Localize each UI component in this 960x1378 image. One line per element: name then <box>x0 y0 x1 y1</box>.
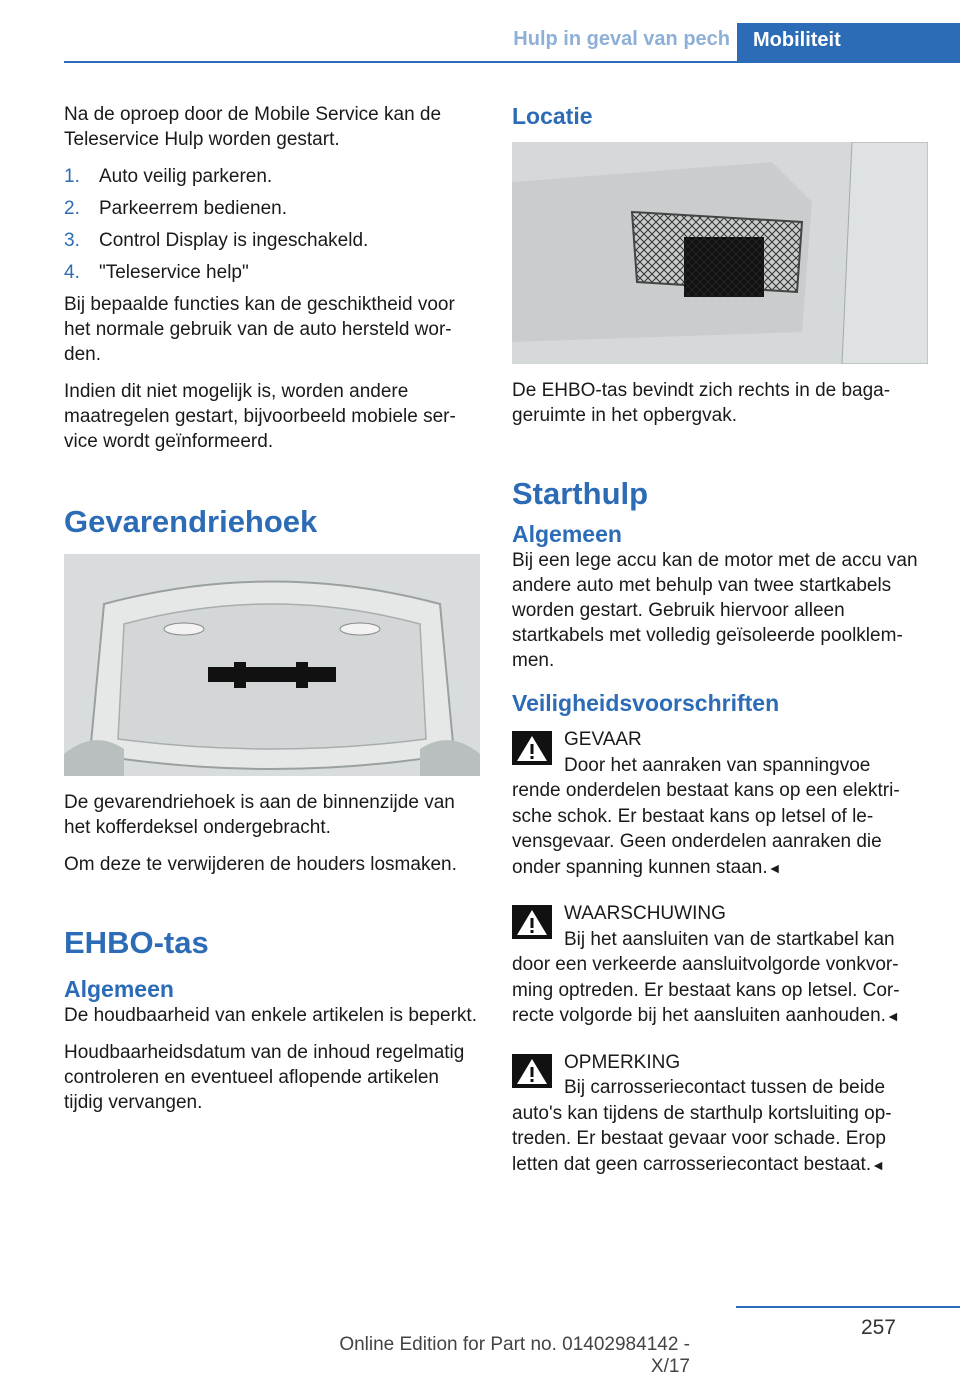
paragraph: Indien dit niet mogelijk is, worden andere maatregelen gestart, bijvoorbeeld mobiele service wordt geïnformeerd. <box>64 381 456 452</box>
heading-first-aid: EHBO-tas <box>64 925 209 960</box>
heading-location: Locatie <box>512 103 593 129</box>
subheading-general: Algemeen <box>512 521 622 547</box>
header-chapter-tab: Mobiliteit <box>737 23 960 63</box>
list-item: 3. Control Display is ingeschakeld. <box>64 230 369 251</box>
end-marker: ◄ <box>767 859 782 876</box>
triangle-text-1: De gevarendriehoek is aan de binnenzijde van het kofferdeksel ondergebracht. <box>64 792 455 838</box>
list-item: 1. Auto veilig parkeren. <box>64 166 273 187</box>
warning-block-notice: OPMERKING Bij carrosseriecontact tussen de beide auto's kan tijdens de starthulp kortsluiting optreden. Er bestaat gevaar voor schade. Erop letten dat geen carrosseriecontact bestaat.◄ <box>512 1050 928 1179</box>
paragraph: Bij bepaalde functies kan de geschiktheid voor het normale gebruik van de auto hersteld worden. <box>64 294 455 365</box>
warning-label: GEVAAR <box>564 729 642 750</box>
subheading-safety: Veiligheidsvoorschriften <box>512 690 780 716</box>
footer-edition: Online Edition for Part no. 01402984142 - X/17 <box>339 1334 690 1377</box>
location-text: De EHBO-tas bevindt zich rechts in de bagageruimte in het opbergvak. <box>512 380 891 426</box>
left-column <box>64 102 480 1127</box>
end-marker: ◄ <box>871 1156 885 1173</box>
warning-triangle-icon <box>512 1054 552 1088</box>
right-column <box>512 102 928 1190</box>
warning-block-caution: WAARSCHUWING Bij het aansluiten van de startkabel kan door een verkeerde aansluitvolgorde vonkvorming optreden. Er bestaat kans op letsel. Correcte volgorde bij het aansluiten aanhouden.◄ <box>512 901 928 1030</box>
warning-label: OPMERKING <box>564 1051 681 1073</box>
footer-rule <box>736 1306 960 1308</box>
triangle-text-2: Om deze te verwijderen de houders losmaken. <box>64 854 457 875</box>
warning-block-danger: GEVAAR Door het aanraken van spanningvoe rende onderdelen bestaat kans op een elektrische schok. Er bestaat kans op letsel of levensgevaar. Geen onderdelen aanraken die onder spanning kunnen staan.◄ <box>512 727 928 881</box>
intro-text: Na de oproep door de Mobile Service kan de Teleservice Hulp worden gestart. <box>64 104 442 150</box>
end-marker: ◄ <box>885 1008 900 1024</box>
list-item: 4. "Teleservice help" <box>64 262 249 283</box>
list-item: 2. Parkeerrem bedienen. <box>64 198 287 219</box>
luggage-net-illustration <box>512 142 928 364</box>
page-number: 257 <box>860 1316 896 1339</box>
header-section-title: Hulp in geval van pech <box>513 28 730 50</box>
heading-jump-start: Starthulp <box>512 476 649 511</box>
subheading-general: Algemeen <box>64 976 174 1002</box>
heading-warning-triangle: Gevarendriehoek <box>64 504 318 539</box>
firstaid-text-2: Houdbaarheidsdatum van de inhoud regelmatig controleren en eventueel aflopende artikelen tijdig vervangen. <box>64 1042 465 1113</box>
firstaid-text-1: De houdbaarheid van enkele artikelen is beperkt. <box>64 1005 477 1026</box>
warning-label: WAARSCHUWING <box>564 903 726 924</box>
warning-triangle-icon <box>512 905 552 939</box>
jump-text: Bij een lege accu kan de motor met de accu van andere auto met behulp van twee startkabels worden gestart. Gebruik hiervoor alleen startkabels met volledig geïsoleerde poolklemmen. <box>512 550 918 671</box>
steps-list <box>64 164 480 285</box>
warning-triangle-icon <box>512 731 552 765</box>
trunk-lid-illustration <box>64 554 480 776</box>
